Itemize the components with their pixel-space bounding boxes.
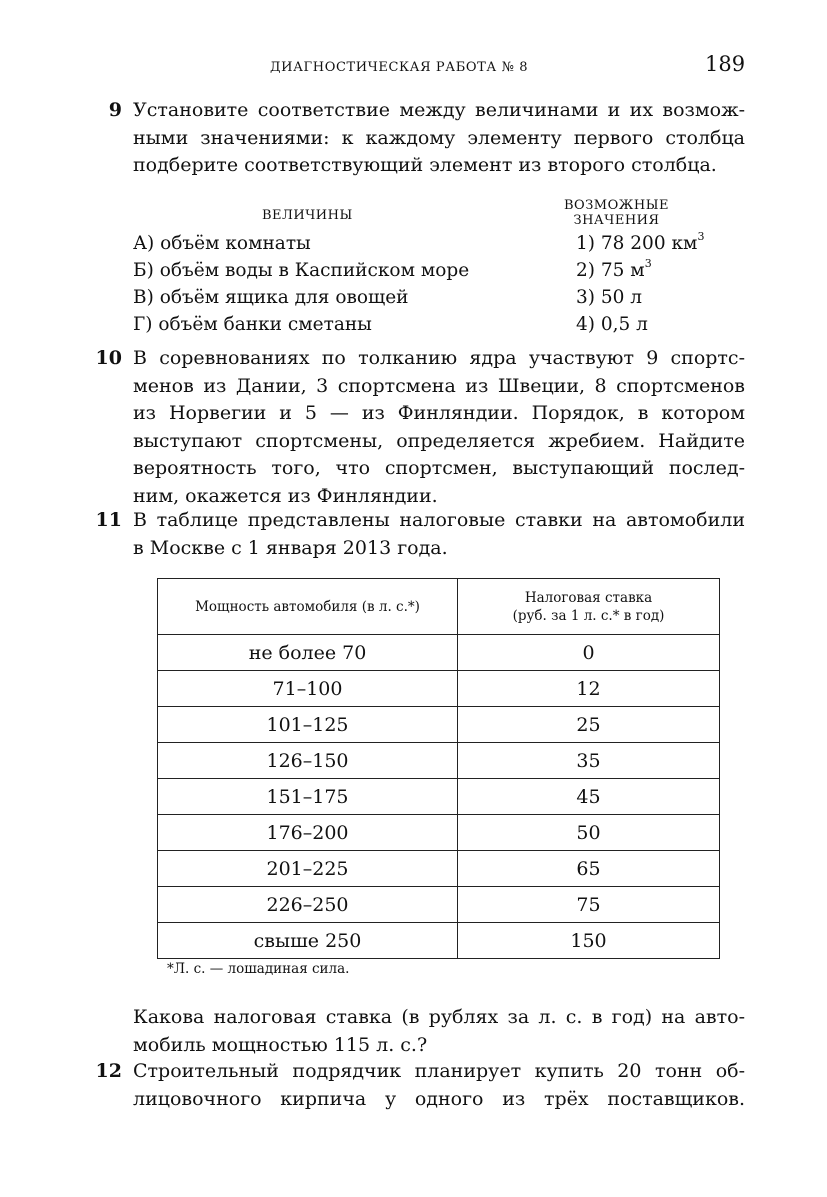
rate-cell: 150 [458, 923, 720, 959]
text-line: выступают спортсмены, определяется жребием. Найдите [133, 429, 745, 452]
value-text: 3) 50 л [576, 287, 643, 308]
page-header [0, 52, 827, 82]
power-cell: не более 70 [158, 635, 458, 671]
quantity-item: В) объём ящика для овощей [133, 287, 409, 308]
value-item [576, 256, 652, 281]
text-line: В соревнованиях по толканию ядра участвуют 9 спортс- [133, 347, 745, 369]
text-line: лицовочного кирпича у одного из трёх поставщиков. [133, 1087, 745, 1110]
table-row [158, 635, 720, 671]
running-head: ДИАГНОСТИЧЕСКАЯ РАБОТА № 8 [270, 60, 529, 75]
text-line: в Москве с 1 января 2013 года. [133, 536, 448, 559]
text-line: мобиль мощностью 115 л. с.? [133, 1033, 428, 1056]
text-line: Установите соответствие между величинами и их возмож- [133, 99, 745, 121]
task-number: 11 [95, 509, 122, 531]
values-column-head [564, 198, 669, 228]
table-row [158, 923, 720, 959]
rate-cell: 45 [458, 779, 720, 815]
table-row [158, 815, 720, 851]
text-line: менов из Дании, 3 спортсмена из Швеции, 8 спортсменов [133, 374, 745, 397]
task-text [133, 1058, 745, 1113]
header-rate [458, 579, 720, 635]
quantity-item: Б) объём воды в Каспийском море [133, 260, 470, 281]
power-cell: 201–225 [158, 851, 458, 887]
table-row [158, 707, 720, 743]
task-number: 9 [108, 99, 122, 121]
header-rate-line: (руб. за 1 л. с.* в год) [512, 607, 665, 624]
power-cell: 126–150 [158, 743, 458, 779]
text-line: подберите соответствующий элемент из второго столбца. [133, 154, 717, 176]
power-cell: 71–100 [158, 671, 458, 707]
table-header-row [158, 579, 720, 635]
table-row [158, 851, 720, 887]
power-cell: 176–200 [158, 815, 458, 851]
quantity-item: А) объём комнаты [133, 233, 311, 254]
rate-cell: 35 [458, 743, 720, 779]
table-row [158, 743, 720, 779]
table-row [158, 779, 720, 815]
rate-cell: 65 [458, 851, 720, 887]
task-text [133, 507, 745, 562]
quantities-column-head: ВЕЛИЧИНЫ [262, 208, 353, 223]
tax-rate-table [157, 578, 720, 959]
power-cell: свыше 250 [158, 923, 458, 959]
question-text [133, 1004, 745, 1059]
matching-block [0, 196, 827, 346]
header-rate-line: Налоговая ставка [524, 589, 653, 606]
text-line: ним, окажется из Финляндии. [133, 484, 438, 507]
task-number: 10 [95, 347, 122, 369]
rate-cell: 25 [458, 707, 720, 743]
text-line: из Норвегии и 5 — из Финляндии. Порядок, в котором [133, 402, 745, 424]
value-item [576, 287, 642, 308]
value-text: 1) 78 200 км [576, 233, 698, 254]
value-exponent: 3 [697, 229, 705, 243]
value-text: 4) 0,5 л [576, 314, 648, 335]
page-number: 189 [705, 52, 746, 76]
rate-cell: 75 [458, 887, 720, 923]
text-line: В таблице представлены налоговые ставки на автомобили [133, 509, 745, 531]
text-line: ными значениями: к каждому элементу первого столбца [133, 126, 745, 149]
power-cell: 226–250 [158, 887, 458, 923]
value-exponent: 3 [644, 256, 652, 270]
power-cell: 101–125 [158, 707, 458, 743]
table-row [158, 671, 720, 707]
task-number: 12 [95, 1060, 122, 1082]
task-text [133, 97, 745, 180]
text-line: вероятность того, что спортсмен, выступающий послед- [133, 457, 745, 479]
task-text [133, 345, 745, 510]
table-footnote: *Л. с. — лошадиная сила. [167, 961, 350, 977]
quantity-item: Г) объём банки сметаны [133, 314, 372, 335]
power-cell: 151–175 [158, 779, 458, 815]
value-item [576, 229, 705, 254]
values-head-line: ЗНАЧЕНИЯ [573, 213, 660, 228]
text-line: Строительный подрядчик планирует купить 20 тонн об- [133, 1060, 745, 1082]
value-text: 2) 75 м [576, 260, 645, 281]
text-line: Какова налоговая ставка (в рублях за л. с. в год) на авто- [133, 1006, 745, 1028]
header-power: Мощность автомобиля (в л. с.*) [158, 579, 458, 635]
rate-cell: 50 [458, 815, 720, 851]
values-head-line: ВОЗМОЖНЫЕ [564, 198, 670, 213]
rate-cell: 12 [458, 671, 720, 707]
rate-cell: 0 [458, 635, 720, 671]
table-row [158, 887, 720, 923]
value-item [576, 314, 648, 335]
